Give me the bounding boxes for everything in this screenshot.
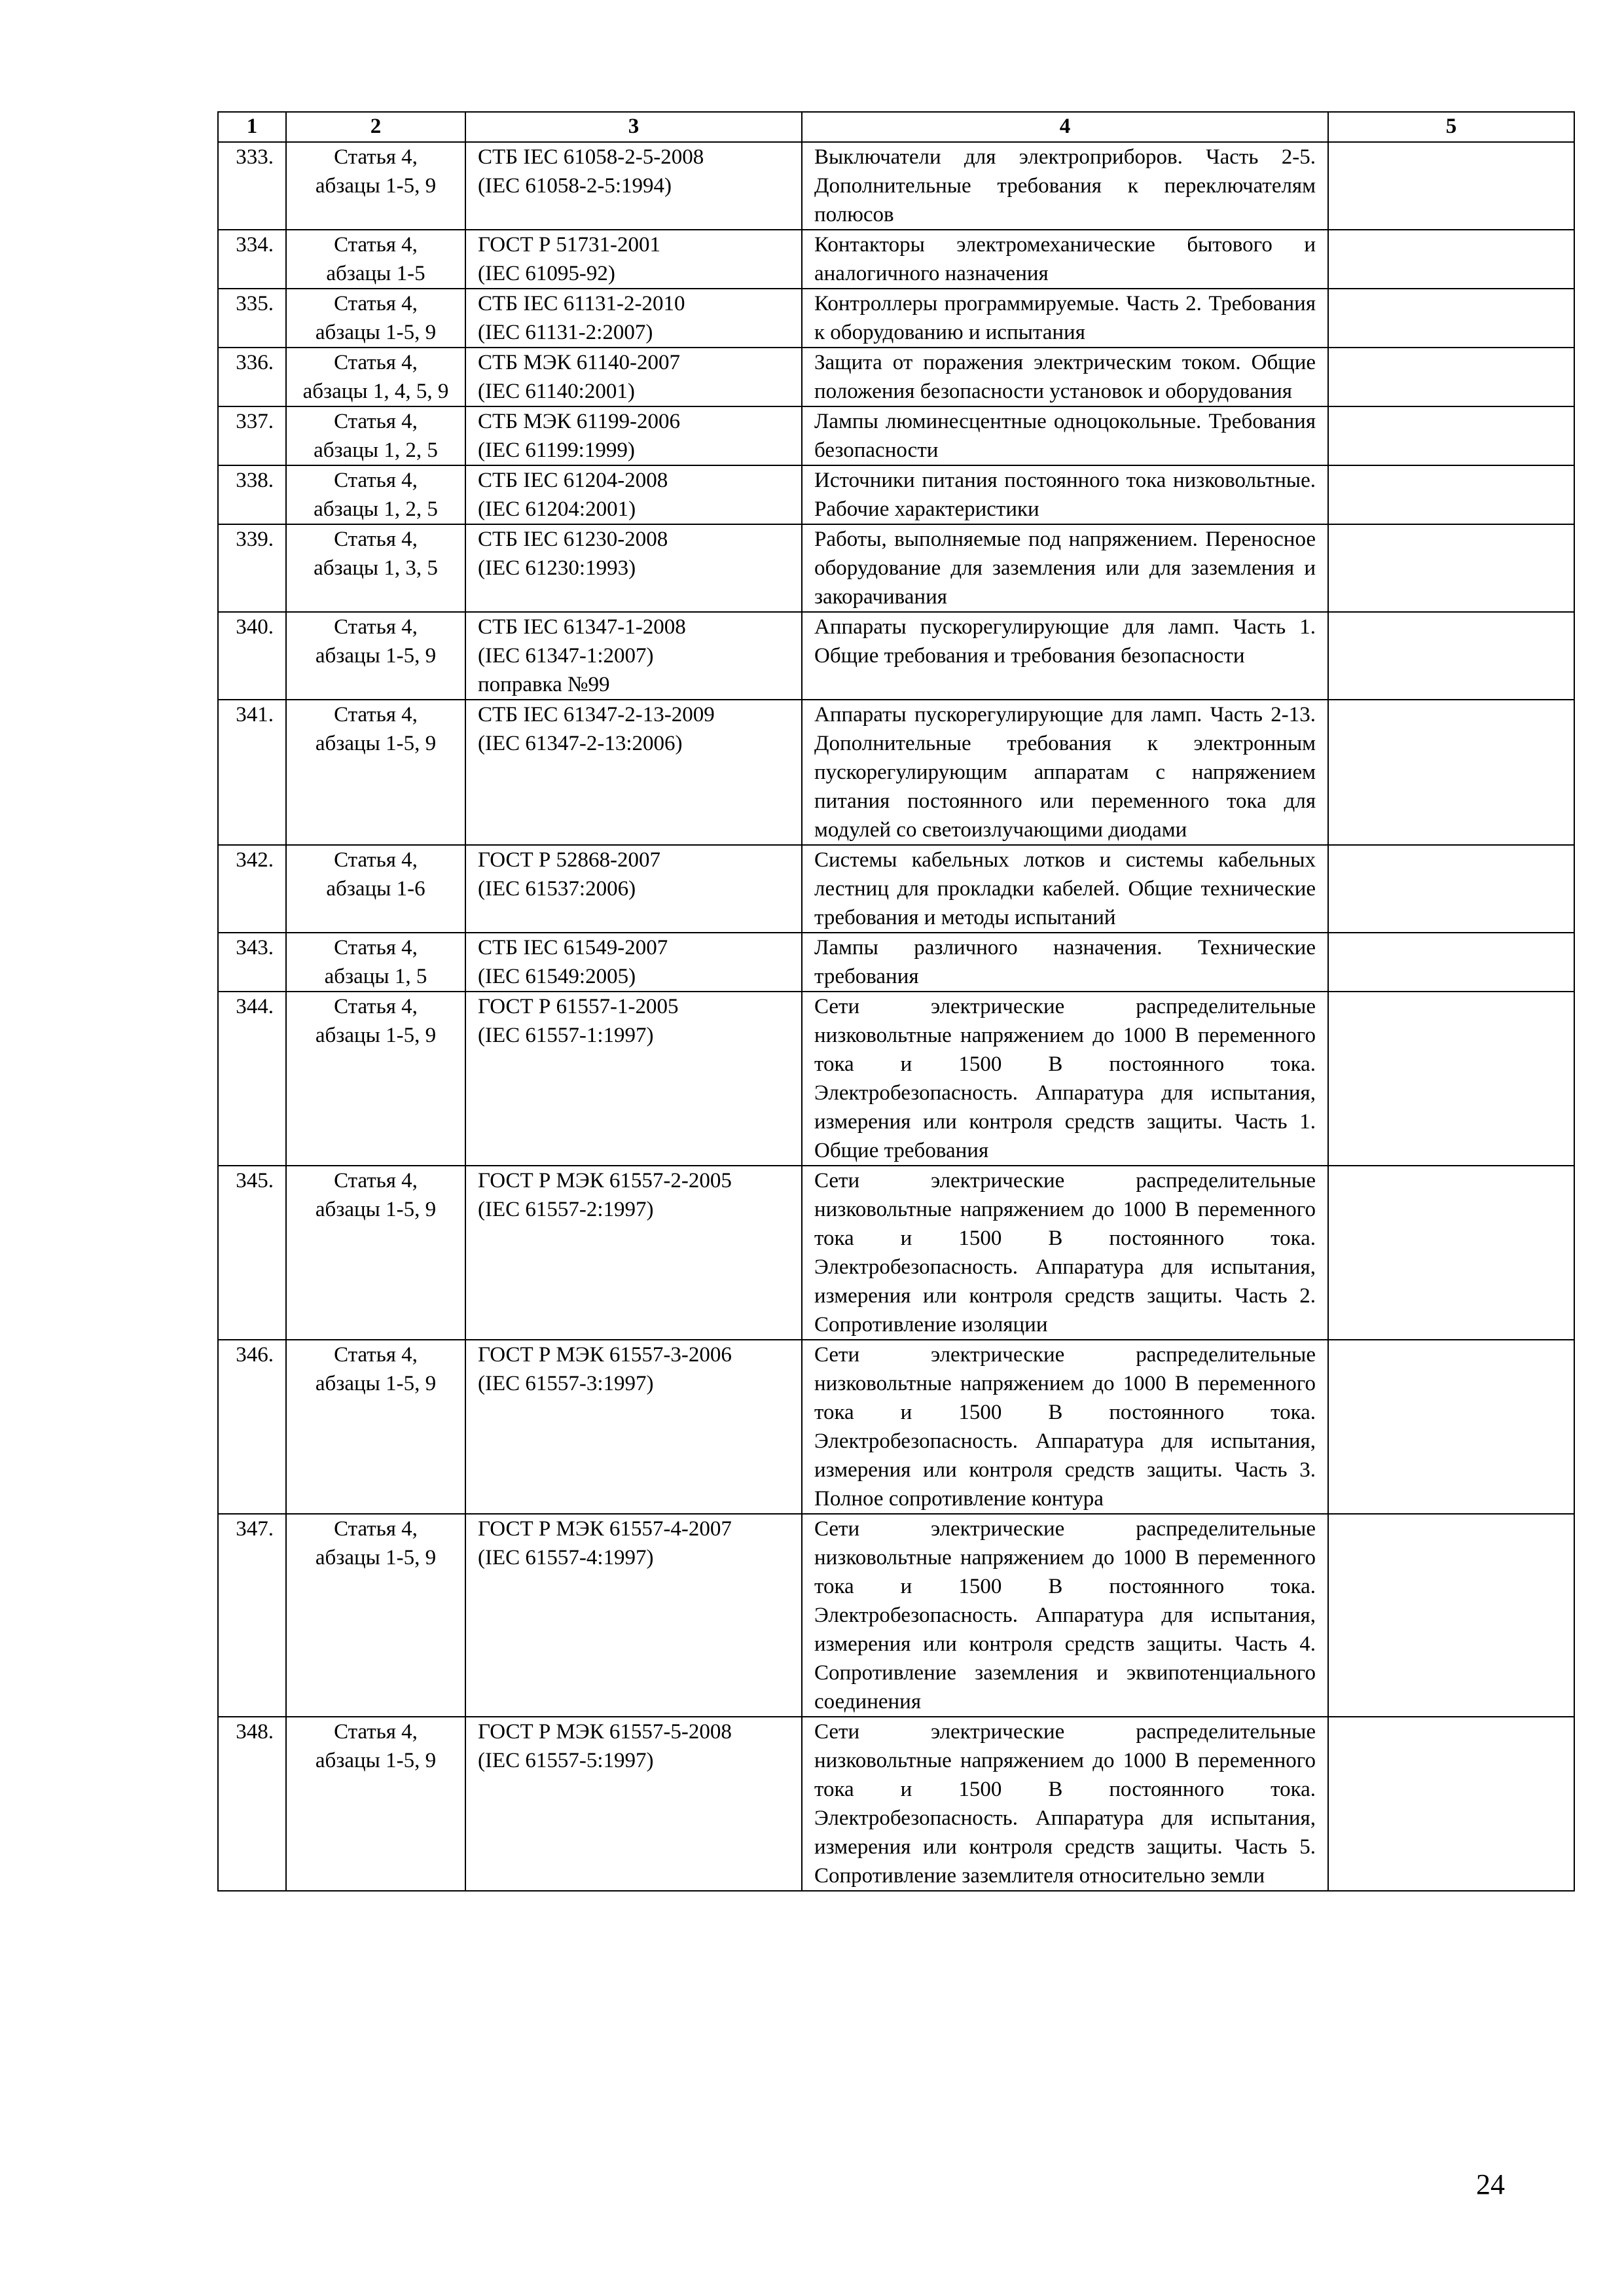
article-reference-line: Статья 4, <box>334 1517 418 1541</box>
notes-cell <box>1328 289 1574 348</box>
notes-cell <box>1328 348 1574 406</box>
table-row <box>218 1514 1574 1717</box>
standard-designation-line: (IEC 61095-92) <box>478 262 615 285</box>
article-reference <box>286 289 465 348</box>
standard-designation <box>465 992 802 1166</box>
standard-designation-line: ГОСТ Р 51731-2001 <box>478 233 661 257</box>
standard-designation-line: (IEC 61058-2-5:1994) <box>478 174 672 198</box>
header-col-5: 5 <box>1328 112 1574 142</box>
article-reference-line: Статья 4, <box>334 233 418 257</box>
standard-designation-line: ГОСТ Р МЭК 61557-4-2007 <box>478 1517 732 1541</box>
table-row <box>218 142 1574 230</box>
standard-title: Сети электрические распределительные низковольтные напряжением до 1000 В переменного тока и 1500 В постоянного тока. Электробезопасность. Аппаратура для испытания, измерения или контроля средств защиты. Часть 3. Полное сопротивление контура <box>802 1340 1328 1514</box>
article-reference-line: Статья 4, <box>334 410 418 433</box>
article-reference-line: абзацы 1, 2, 5 <box>314 439 438 462</box>
article-reference <box>286 406 465 465</box>
standard-designation-line: (IEC 61347-1:2007) <box>478 644 654 668</box>
article-reference-line: абзацы 1, 2, 5 <box>314 497 438 521</box>
standard-designation-line: (IEC 61557-3:1997) <box>478 1372 654 1395</box>
standard-title: Выключатели для электроприборов. Часть 2-5. Дополнительные требования к переключателям полюсов <box>802 142 1328 230</box>
standard-title: Сети электрические распределительные низковольтные напряжением до 1000 В переменного тока и 1500 В постоянного тока. Электробезопасность. Аппаратура для испытания, измерения или контроля средств защиты. Часть 4. Сопротивление заземления и эквипотенциального соединения <box>802 1514 1328 1717</box>
standard-designation-line: СТБ МЭК 61140-2007 <box>478 351 681 374</box>
table-row <box>218 612 1574 700</box>
table-body <box>218 142 1574 1891</box>
standard-designation-line: (IEC 61557-4:1997) <box>478 1546 654 1570</box>
standard-title: Сети электрические распределительные низковольтные напряжением до 1000 В переменного тока и 1500 В постоянного тока. Электробезопасность. Аппаратура для испытания, измерения или контроля средств защиты. Часть 1. Общие требования <box>802 992 1328 1166</box>
standard-designation-line: (IEC 61557-2:1997) <box>478 1198 654 1221</box>
standard-designation <box>465 406 802 465</box>
table-row <box>218 1166 1574 1340</box>
row-number: 340. <box>218 612 286 700</box>
notes-cell <box>1328 845 1574 933</box>
notes-cell <box>1328 933 1574 992</box>
header-col-2: 2 <box>286 112 465 142</box>
notes-cell <box>1328 142 1574 230</box>
article-reference-line: Статья 4, <box>334 615 418 639</box>
article-reference-line: абзацы 1-5, 9 <box>315 321 437 344</box>
table-row <box>218 465 1574 524</box>
article-reference <box>286 700 465 845</box>
standard-title: Источники питания постоянного тока низковольтные. Рабочие характеристики <box>802 465 1328 524</box>
standard-designation <box>465 230 802 289</box>
notes-cell <box>1328 700 1574 845</box>
row-number: 347. <box>218 1514 286 1717</box>
article-reference-line: абзацы 1-5, 9 <box>315 174 437 198</box>
row-number: 339. <box>218 524 286 612</box>
standard-designation <box>465 1717 802 1891</box>
article-reference-line: Статья 4, <box>334 145 418 169</box>
standard-designation-line: СТБ IEC 61347-2-13-2009 <box>478 703 715 726</box>
notes-cell <box>1328 465 1574 524</box>
standard-designation-line: ГОСТ Р 61557-1-2005 <box>478 995 679 1018</box>
article-reference <box>286 348 465 406</box>
table-header <box>218 112 1574 142</box>
article-reference-line: абзацы 1-5, 9 <box>315 644 437 668</box>
standard-designation <box>465 465 802 524</box>
notes-cell <box>1328 992 1574 1166</box>
article-reference-line: Статья 4, <box>334 469 418 492</box>
notes-cell <box>1328 230 1574 289</box>
notes-cell <box>1328 406 1574 465</box>
standard-designation <box>465 1514 802 1717</box>
article-reference-line: Статья 4, <box>334 528 418 551</box>
table-row <box>218 992 1574 1166</box>
article-reference-line: абзацы 1-5, 9 <box>315 1546 437 1570</box>
standard-title: Работы, выполняемые под напряжением. Переносное оборудование для заземления или для заземления и закорачивания <box>802 524 1328 612</box>
article-reference <box>286 1514 465 1717</box>
header-col-1: 1 <box>218 112 286 142</box>
standard-title: Сети электрические распределительные низковольтные напряжением до 1000 В переменного тока и 1500 В постоянного тока. Электробезопасность. Аппаратура для испытания, измерения или контроля средств защиты. Часть 5. Сопротивление заземлителя относительно земли <box>802 1717 1328 1891</box>
article-reference <box>286 845 465 933</box>
article-reference-line: Статья 4, <box>334 1343 418 1367</box>
row-number: 348. <box>218 1717 286 1891</box>
standard-designation <box>465 142 802 230</box>
standard-designation <box>465 845 802 933</box>
row-number: 345. <box>218 1166 286 1340</box>
standard-designation <box>465 933 802 992</box>
standard-designation-line: (IEC 61199:1999) <box>478 439 635 462</box>
standard-designation-line: (IEC 61230:1993) <box>478 556 636 580</box>
row-number: 338. <box>218 465 286 524</box>
table-row <box>218 230 1574 289</box>
standard-designation <box>465 1340 802 1514</box>
table-row <box>218 933 1574 992</box>
article-reference <box>286 465 465 524</box>
article-reference-line: Статья 4, <box>334 351 418 374</box>
standard-designation-line: СТБ IEC 61204-2008 <box>478 469 668 492</box>
article-reference <box>286 524 465 612</box>
standard-designation-line: СТБ IEC 61549-2007 <box>478 936 668 960</box>
article-reference-line: абзацы 1-5, 9 <box>315 1372 437 1395</box>
standard-designation-line: (IEC 61549:2005) <box>478 965 636 988</box>
notes-cell <box>1328 1340 1574 1514</box>
table-row <box>218 845 1574 933</box>
notes-cell <box>1328 1166 1574 1340</box>
article-reference-line: абзацы 1-5, 9 <box>315 1749 437 1772</box>
row-number: 334. <box>218 230 286 289</box>
article-reference <box>286 230 465 289</box>
article-reference <box>286 1166 465 1340</box>
standards-table <box>217 111 1575 1892</box>
row-number: 335. <box>218 289 286 348</box>
standard-designation-line: (IEC 61347-2-13:2006) <box>478 732 683 755</box>
article-reference <box>286 612 465 700</box>
article-reference-line: Статья 4, <box>334 936 418 960</box>
article-reference-line: Статья 4, <box>334 848 418 872</box>
standard-designation <box>465 1166 802 1340</box>
table-row <box>218 289 1574 348</box>
table-row <box>218 1717 1574 1891</box>
row-number: 346. <box>218 1340 286 1514</box>
row-number: 336. <box>218 348 286 406</box>
standard-title: Лампы различного назначения. Технические требования <box>802 933 1328 992</box>
article-reference-line: Статья 4, <box>334 292 418 315</box>
notes-cell <box>1328 524 1574 612</box>
article-reference-line: абзацы 1-5, 9 <box>315 1024 437 1047</box>
standard-designation-line: СТБ IEC 61058-2-5-2008 <box>478 145 704 169</box>
header-col-3: 3 <box>465 112 802 142</box>
standard-designation-line: (IEC 61557-5:1997) <box>478 1749 654 1772</box>
standard-designation-line: (IEC 61140:2001) <box>478 380 635 403</box>
standard-title: Лампы люминесцентные одноцокольные. Требования безопасности <box>802 406 1328 465</box>
row-number: 344. <box>218 992 286 1166</box>
standard-designation <box>465 524 802 612</box>
standard-title: Контакторы электромеханические бытового и аналогичного назначения <box>802 230 1328 289</box>
article-reference-line: Статья 4, <box>334 703 418 726</box>
article-reference-line: абзацы 1, 4, 5, 9 <box>302 380 449 403</box>
article-reference <box>286 142 465 230</box>
notes-cell <box>1328 1514 1574 1717</box>
header-row <box>218 112 1574 142</box>
notes-cell <box>1328 1717 1574 1891</box>
standard-designation-line: СТБ IEC 61230-2008 <box>478 528 668 551</box>
article-reference-line: абзацы 1-6 <box>326 877 425 901</box>
standard-title: Аппараты пускорегулирующие для ламп. Часть 2-13. Дополнительные требования к электронным пускорегулирующим аппаратам с напряжением питания постоянного или переменного тока для модулей со светоизлучающими диодами <box>802 700 1328 845</box>
table-row <box>218 406 1574 465</box>
table-row <box>218 348 1574 406</box>
article-reference <box>286 992 465 1166</box>
standard-designation-line: СТБ IEC 61347-1-2008 <box>478 615 686 639</box>
article-reference <box>286 1340 465 1514</box>
table-row <box>218 1340 1574 1514</box>
article-reference-line: Статья 4, <box>334 1720 418 1744</box>
article-reference-line: Статья 4, <box>334 1169 418 1193</box>
standard-designation <box>465 612 802 700</box>
table-row <box>218 524 1574 612</box>
standard-title: Сети электрические распределительные низковольтные напряжением до 1000 В переменного тока и 1500 В постоянного тока. Электробезопасность. Аппаратура для испытания, измерения или контроля средств защиты. Часть 2. Сопротивление изоляции <box>802 1166 1328 1340</box>
standard-designation-line: ГОСТ Р МЭК 61557-2-2005 <box>478 1169 732 1193</box>
standard-title: Контроллеры программируемые. Часть 2. Требования к оборудованию и испытания <box>802 289 1328 348</box>
standard-designation-line: ГОСТ Р 52868-2007 <box>478 848 661 872</box>
row-number: 343. <box>218 933 286 992</box>
standard-designation-line: ГОСТ Р МЭК 61557-5-2008 <box>478 1720 732 1744</box>
row-number: 342. <box>218 845 286 933</box>
row-number: 341. <box>218 700 286 845</box>
row-number: 337. <box>218 406 286 465</box>
article-reference-line: абзацы 1-5, 9 <box>315 732 437 755</box>
standard-designation-line: СТБ МЭК 61199-2006 <box>478 410 681 433</box>
notes-cell <box>1328 612 1574 700</box>
standard-designation-line: ГОСТ Р МЭК 61557-3-2006 <box>478 1343 732 1367</box>
standard-designation <box>465 348 802 406</box>
standard-designation-line: (IEC 61131-2:2007) <box>478 321 653 344</box>
article-reference-line: Статья 4, <box>334 995 418 1018</box>
standard-designation <box>465 289 802 348</box>
standard-title: Аппараты пускорегулирующие для ламп. Часть 1. Общие требования и требования безопасности <box>802 612 1328 700</box>
article-reference <box>286 1717 465 1891</box>
standard-designation-line: (IEC 61204:2001) <box>478 497 636 521</box>
standard-title: Системы кабельных лотков и системы кабельных лестниц для прокладки кабелей. Общие технические требования и методы испытаний <box>802 845 1328 933</box>
page-number: 24 <box>1476 2168 1505 2200</box>
standard-designation-line: СТБ IEC 61131-2-2010 <box>478 292 685 315</box>
standard-designation-line: (IEC 61557-1:1997) <box>478 1024 654 1047</box>
article-reference <box>286 933 465 992</box>
standard-title: Защита от поражения электрическим током. Общие положения безопасности установок и оборудования <box>802 348 1328 406</box>
table-row <box>218 700 1574 845</box>
article-reference-line: абзацы 1-5, 9 <box>315 1198 437 1221</box>
row-number: 333. <box>218 142 286 230</box>
header-col-4: 4 <box>802 112 1328 142</box>
article-reference-line: абзацы 1, 3, 5 <box>314 556 438 580</box>
standard-designation-line: поправка №99 <box>478 673 610 696</box>
standard-designation <box>465 700 802 845</box>
standard-designation-line: (IEC 61537:2006) <box>478 877 636 901</box>
article-reference-line: абзацы 1, 5 <box>324 965 427 988</box>
article-reference-line: абзацы 1-5 <box>326 262 425 285</box>
